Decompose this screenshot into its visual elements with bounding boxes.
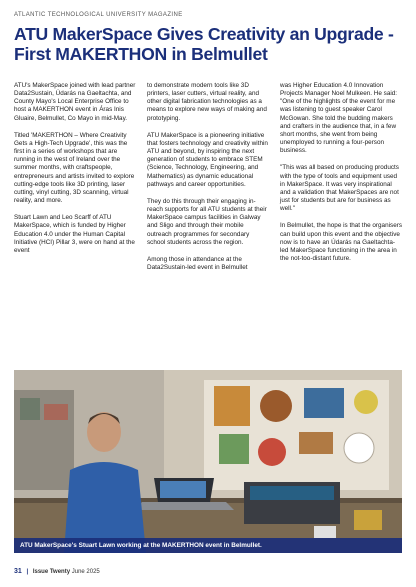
paragraph: was Higher Education 4.0 Innovation Projects Manager Noel Mulkeen. He said: "One of the highlights of the event for me was listening to guest speaker Carol McGowan. She told the budding makers and crafters in the audience that, in a few short months, she went from being unemployed to running a four-person business. xyxy=(280,82,398,155)
laser-cutter-lid xyxy=(250,486,334,500)
issue-label: Issue Twenty xyxy=(32,569,71,575)
footer-separator: | xyxy=(26,569,29,575)
laptop-display xyxy=(160,481,206,498)
gadget xyxy=(314,526,336,538)
shelf-item xyxy=(20,398,40,420)
paragraph: In Belmullet, the hope is that the organisers can build upon this event and the objective now is to have an Údarás na Gaeltachta-led MakerSpace functioning in the area in the not-too-distant future. xyxy=(280,222,403,262)
white-disc xyxy=(344,433,374,463)
paragraph: ATU's MakerSpace joined with lead partner Data2Sustain, Údarás na Gaeltachta, and County Mayo's Local Enterprise Office to host a MAKERTHON event in Áras Inis Gluaire, Belmullet, Co Mayo in mid-May. xyxy=(14,82,136,122)
paragraph: Stuart Lawn and Leo Scarff of ATU MakerSpace, which is funded by Higher Education 4.0 under the Human Capital Initiative (HCI) Pillar 3, were on hand at the event xyxy=(14,214,135,254)
green-piece xyxy=(219,434,249,464)
article-body xyxy=(14,82,402,281)
page-number: 31 xyxy=(14,568,22,575)
paragraph: ATU MakerSpace is a pioneering initiative that fosters technology and creativity within ATU and beyond, by inspiring the next generation of students to embrace STEM (Science, Technology, Engineering, and Mathematics) as dynamic educational pathways and career opportunities. xyxy=(147,131,268,188)
column-1 xyxy=(14,82,136,281)
column-2 xyxy=(147,82,269,281)
laptop-base xyxy=(134,502,234,510)
paragraph: to demonstrate modern tools like 3D printers, laser cutters, virtual reality, and other digital fabrication technologies as a means to explore new ways of making and prototyping. xyxy=(147,82,267,122)
photo-illustration xyxy=(14,370,402,553)
paragraph: "This was all based on producing products with the type of tools and equipment used in MakerSpace. It was very inspirational and a validation that MakerSpaces are not just for students but are for business as well." xyxy=(280,164,399,213)
page-footer xyxy=(14,568,100,575)
shelf-item xyxy=(44,404,68,420)
acrylic-piece xyxy=(304,388,344,418)
event-photo xyxy=(14,370,402,553)
paragraph: Among those in attendance at the Data2Sustain-led event in Belmullet xyxy=(147,255,248,271)
issue-date: June 2025 xyxy=(71,569,100,575)
photo-caption: ATU MakerSpace's Stuart Lawn working at the MAKERTHON event in Belmullet. xyxy=(20,542,262,549)
wooden-disc xyxy=(260,390,292,422)
paragraph: Titled 'MAKERTHON – Where Creativity Gets a High-Tech Upgrade', this was the first in a series of workshops that are running in the west of Ireland over the summer months, with craftspeople, entrepreneurs and artists invited to explore cutting-edge tools like 3D printing, laser cutting, vinyl cutting, 3D scanning, virtual reality, and more. xyxy=(14,131,135,205)
gadget xyxy=(354,510,382,530)
magazine-header: ATLANTIC TECHNOLOGICAL UNIVERSITY MAGAZINE xyxy=(14,12,183,18)
wooden-item xyxy=(299,432,333,454)
paragraph: They do this through their engaging in-reach supports for all ATU students at their MakerSpace campus facilities in Galway and Sligo and through their mobile outreach programmes for secondary school students across the region. xyxy=(147,197,267,246)
red-disc xyxy=(258,438,286,466)
wooden-item xyxy=(214,386,250,426)
column-3 xyxy=(280,82,402,281)
yellow-disc xyxy=(354,390,378,414)
article-title: ATU MakerSpace Gives Creativity an Upgrade - First MAKERTHON in Belmullet xyxy=(14,24,394,64)
